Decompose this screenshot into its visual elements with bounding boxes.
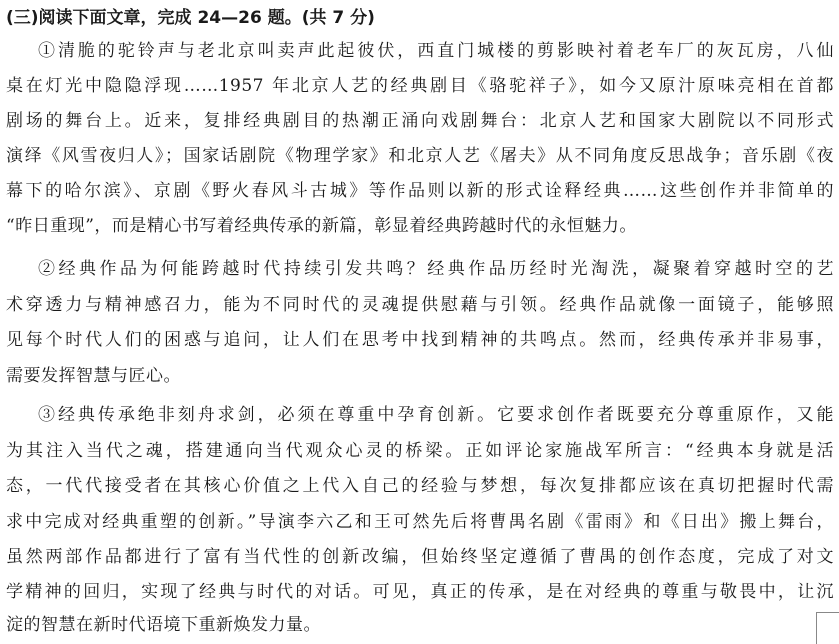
paragraph-1-line-1: ①清脆的驼铃声与老北京叫卖声此起彼伏，西直门城楼的剪影映衬着老车厂的灰瓦房，八仙: [38, 41, 834, 61]
paragraph-1-line-2: 桌在灯光中隐隐浮现……1957 年北京人艺的经典剧目《骆驼祥子》，如今又原汁原味亮相在首都: [6, 76, 834, 96]
paragraph-1-line-3: 剧场的舞台上。近来，复排经典剧目的热潮正涌向戏剧舞台：北京人艺和国家大剧院以不同形式: [6, 111, 834, 131]
paragraph-3-line-1: ③经典传承绝非刻舟求剑，必须在尊重中孕育创新。它要求创作者既要充分尊重原作，又能: [38, 405, 834, 425]
paragraph-3-line-2: 为其注入当代之魂，搭建通向当代观众心灵的桥梁。正如评论家施战军所言：“经典本身就是活: [6, 441, 834, 461]
paragraph-3-line-5: 虽然两部作品都进行了富有当代性的创新改编，但始终坚定遵循了曹禺的创作态度，完成了对文: [6, 547, 834, 567]
paragraph-1-line-4: 演绎《风雪夜归人》；国家话剧院《物理学家》和北京人艺《屠夫》从不同角度反思战争；音乐剧《夜: [6, 146, 834, 166]
paragraph-3-line-6: 学精神的回归，实现了经典与时代的对话。可见，真正的传承，是在对经典的尊重与敬畏中，让沉: [6, 582, 834, 602]
paragraph-2-line-2: 术穿透力与精神感召力，能为不同时代的灵魂提供慰藉与引领。经典作品就像一面镜子，能够照: [6, 295, 834, 315]
paragraph-3-line-7: 淀的智慧在新时代语境下重新焕发力量。: [6, 615, 321, 635]
section-heading: (三)阅读下面文章，完成 24—26 题。(共 7 分): [6, 8, 375, 28]
page-corner-mark: [816, 612, 839, 644]
paragraph-2-line-3: 见每个时代人们的困惑与追问，让人们在思考中找到精神的共鸣点。然而，经典传承并非易事，: [6, 330, 834, 350]
paragraph-2-line-4: 需要发挥智慧与匠心。: [6, 366, 181, 386]
paragraph-3-line-4: 求中完成对经典重塑的创新。”导演李六乙和王可然先后将曹禺名剧《雷雨》和《日出》搬上舞台，: [6, 512, 834, 532]
paragraph-1-line-5: 幕下的哈尔滨》、京剧《野火春风斗古城》等作品则以新的形式诠释经典……这些创作并非简单的: [6, 181, 834, 201]
paragraph-3-line-3: 态，一代代接受者在其核心价值之上代入自己的经验与梦想，每次复排都应该在真切把握时代需: [6, 476, 834, 496]
paragraph-1-line-6: “昨日重现”，而是精心书写着经典传承的新篇，彰显着经典跨越时代的永恒魅力。: [6, 216, 637, 236]
paragraph-2-line-1: ②经典作品为何能跨越时代持续引发共鸣？经典作品历经时光淘洗，凝聚着穿越时空的艺: [38, 259, 834, 279]
